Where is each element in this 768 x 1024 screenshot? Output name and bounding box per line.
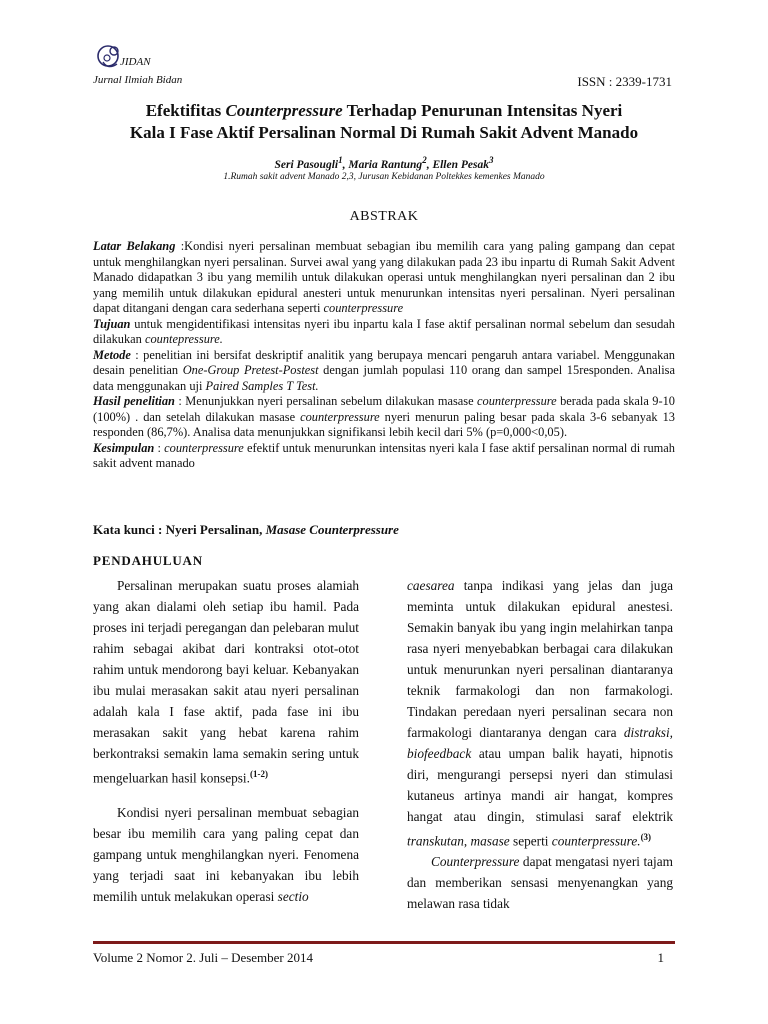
results-italic-2: counterpressure [300,409,380,424]
results-text-2: berada pada skala 9-10 (100%) . dan setelah dilakukan masase [93,394,675,424]
aim-label: Tujuan [93,316,131,331]
right-column [407,575,673,914]
right-p1-text-4: seperti [509,833,552,849]
conclusion-label: Kesimpulan [93,440,155,455]
abstract-results [93,394,675,441]
affiliation: 1.Rumah sakit advent Manado 2,3, Jurusan Kebidanan Poltekkes kemenkes Manado [223,172,545,182]
results-label: Hasil penelitian [93,394,175,408]
footer-divider [93,941,675,944]
right-p1-italic-4: masase [470,833,510,849]
left-p2-italic: sectio [277,889,309,905]
author-1-sup: 1 [338,155,343,165]
right-p1-italic-2: distraksi, biofeedback [407,725,673,761]
abstract-heading: ABSTRAK [349,209,419,224]
abstract-body [93,239,675,472]
right-p1-italic-5: counterpressure. [551,833,641,849]
method-italic-1: One-Group Pretest-Postest [182,363,319,377]
right-paragraph-2 [407,851,673,914]
background-text: :Kondisi nyeri persalinan membuat sebagian ibu memilih cara yang paling gampang dan cepat untuk menghilangkan nyeri persalinan. Survei awal yang yang dilakukan pada 23 ibu inpartu di Rumah Sakit Advent Manado didapatkan 3 ibu yang memilih untuk dilakukan operasi untuk menghilangkan nyeri persalinan dan 2 ibu yang memilih untuk dilakukan epidural anesteri untuk menurunkan intensitas nyeri persalinan. Nyeri persalinan dapat ditangani dengan cara sederhana seperti [93,239,676,315]
authors: Seri Pasougli$^1$, Maria Rantung$^2$, Ellen Pesak$^3$ [274,155,494,171]
journal-code: JIDAN [120,56,151,68]
right-p1-italic-3: transkutan [407,833,464,849]
page-number: 1 [657,950,664,965]
background-label: Latar Belakang [93,239,176,253]
title-line1-pre: Efektifitas [145,101,226,120]
results-text-1: : Menunjukkan nyeri persalinan sebelum dilakukan masase [174,394,478,408]
author-2: Maria Rantung [348,158,423,171]
right-paragraph-1 [407,575,673,851]
left-p2-text: Kondisi nyeri persalinan membuat sebagian besar ibu memilih cara yang paling cepat dan gampang untuk menghilangkan nyeri. Fenomena yang terjadi saat ini kebanyakan ibu lebih memilih untuk melakukan operasi [93,805,359,905]
conclusion-italic: counterpressure [164,440,244,455]
keywords-label: Kata kunci : Nyeri Persalinan, [93,522,266,537]
paper-title [80,100,688,144]
right-p1-text-2: atau umpan balik hayati, hipnotis diri, mengurangi persepsi nyeri dan stimulasi kutaneus artinya mandi air hangat, kompres hangat atau dingin, stimulasi saraf elektrik [407,746,673,824]
method-label: Metode [93,347,131,362]
author-1: Seri Pasougli [274,158,339,171]
abstract-method [93,348,675,395]
method-italic-2: Paired Samples T Test. [205,378,319,393]
author-3: Ellen Pesak [432,158,489,171]
abstract-conclusion [93,441,675,472]
conclusion-pre: : [154,440,165,455]
author-3-sup: 3 [488,155,494,165]
title-line1-post: Terhadap Penurunan Intensitas Nyeri [342,101,623,120]
right-p2-italic: Counterpressure [431,854,520,870]
author-2-sup: 2 [422,155,427,165]
right-p1-ref: (3) [640,832,652,842]
keywords-italic: Masase Counterpressure [265,522,399,537]
background-italic: counterpressure [323,301,404,315]
journal-name: Jurnal Ilmiah Bidan [93,74,183,86]
abstract-background [93,239,675,317]
aim-italic: countepressure. [144,332,223,346]
keywords [93,522,399,538]
section-heading: PENDAHULUAN [93,553,203,568]
title-line2: Kala I Fase Aktif Persalinan Normal Di Rumah Sakit Advent Manado [129,123,639,142]
aim-text: untuk mengidentifikasi intensitas nyeri ibu inpartu kala I fase aktif persalinan normal sebelum dan sesudah dilakukan [93,316,675,346]
conclusion-text: efektif untuk menurunkan intensitas nyeri kala I fase aktif persalinan normal di rumah sakit advent manado [93,440,676,470]
method-text-2: dengan jumlah populasi 110 orang dan sampel 15responden. Analisa data menggunakan uji [93,363,675,393]
right-p1-text-1: tanpa indikasi yang jelas dan juga meminta untuk dilakukan epidural anestesi. Semakin banyak ibu yang ingin melahirkan tanpa rasa nyeri menyebabkan berbagai cara dilakukan untuk menurunkan nyeri persalinan diantaranya teknik farmakologi dan non farmakologi. Tindakan peredaan nyeri persalinan secara non farmakologi diantaranya dengan cara [407,578,673,740]
abstract-aim [93,317,675,348]
issn: ISSN : 2339-1731 [577,74,672,89]
left-paragraph-1 [93,575,359,788]
method-text-1: : penelitian ini bersifat deskriptif analitik yang berupaya mencari pengaruh antara variabel. Menggunakan desain penelitian [93,347,675,377]
right-p1-text-3: , [463,833,471,849]
left-p1-ref: (1-2) [249,769,268,779]
left-column [93,575,359,907]
left-p1-text: Persalinan merupakan suatu proses alamiah yang akan dialami oleh setiap ibu hamil. Pada proses ini terjadi peregangan dan pelebaran mulut rahim sebagai akibat dari kontraksi otot-otot rahim untuk mendorong bayi keluar. Kebanyakan ibu mulai merasakan sakit atau nyeri persalinan adalah kala I fase aktif, pada fase ini ibu merasakan sakit yang hebat karena rahim berkontraksi semakin lama semakin sering untuk mengeluarkan hasil konsepsi. [93,578,359,786]
footer-volume: Volume 2 Nomor 2. Juli – Desember 2014 [93,950,314,965]
results-text-3: nyeri menurun paling besar pada skala 3-6 sebanyak 13 responden (86,7%). Analisa data menunjukkan signifikansi lebih kecil dari 5% (p=0,000<0,05). [93,409,675,439]
right-p1-italic-1: caesarea [407,578,455,593]
left-paragraph-2 [93,802,359,907]
right-p2-text: dapat mengatasi nyeri tajam dan memberikan sensasi menyenangkan yang melawan rasa tidak [407,854,673,912]
results-italic-1: counterpressure [477,394,557,408]
title-line1-italic: Counterpressure [225,101,343,120]
